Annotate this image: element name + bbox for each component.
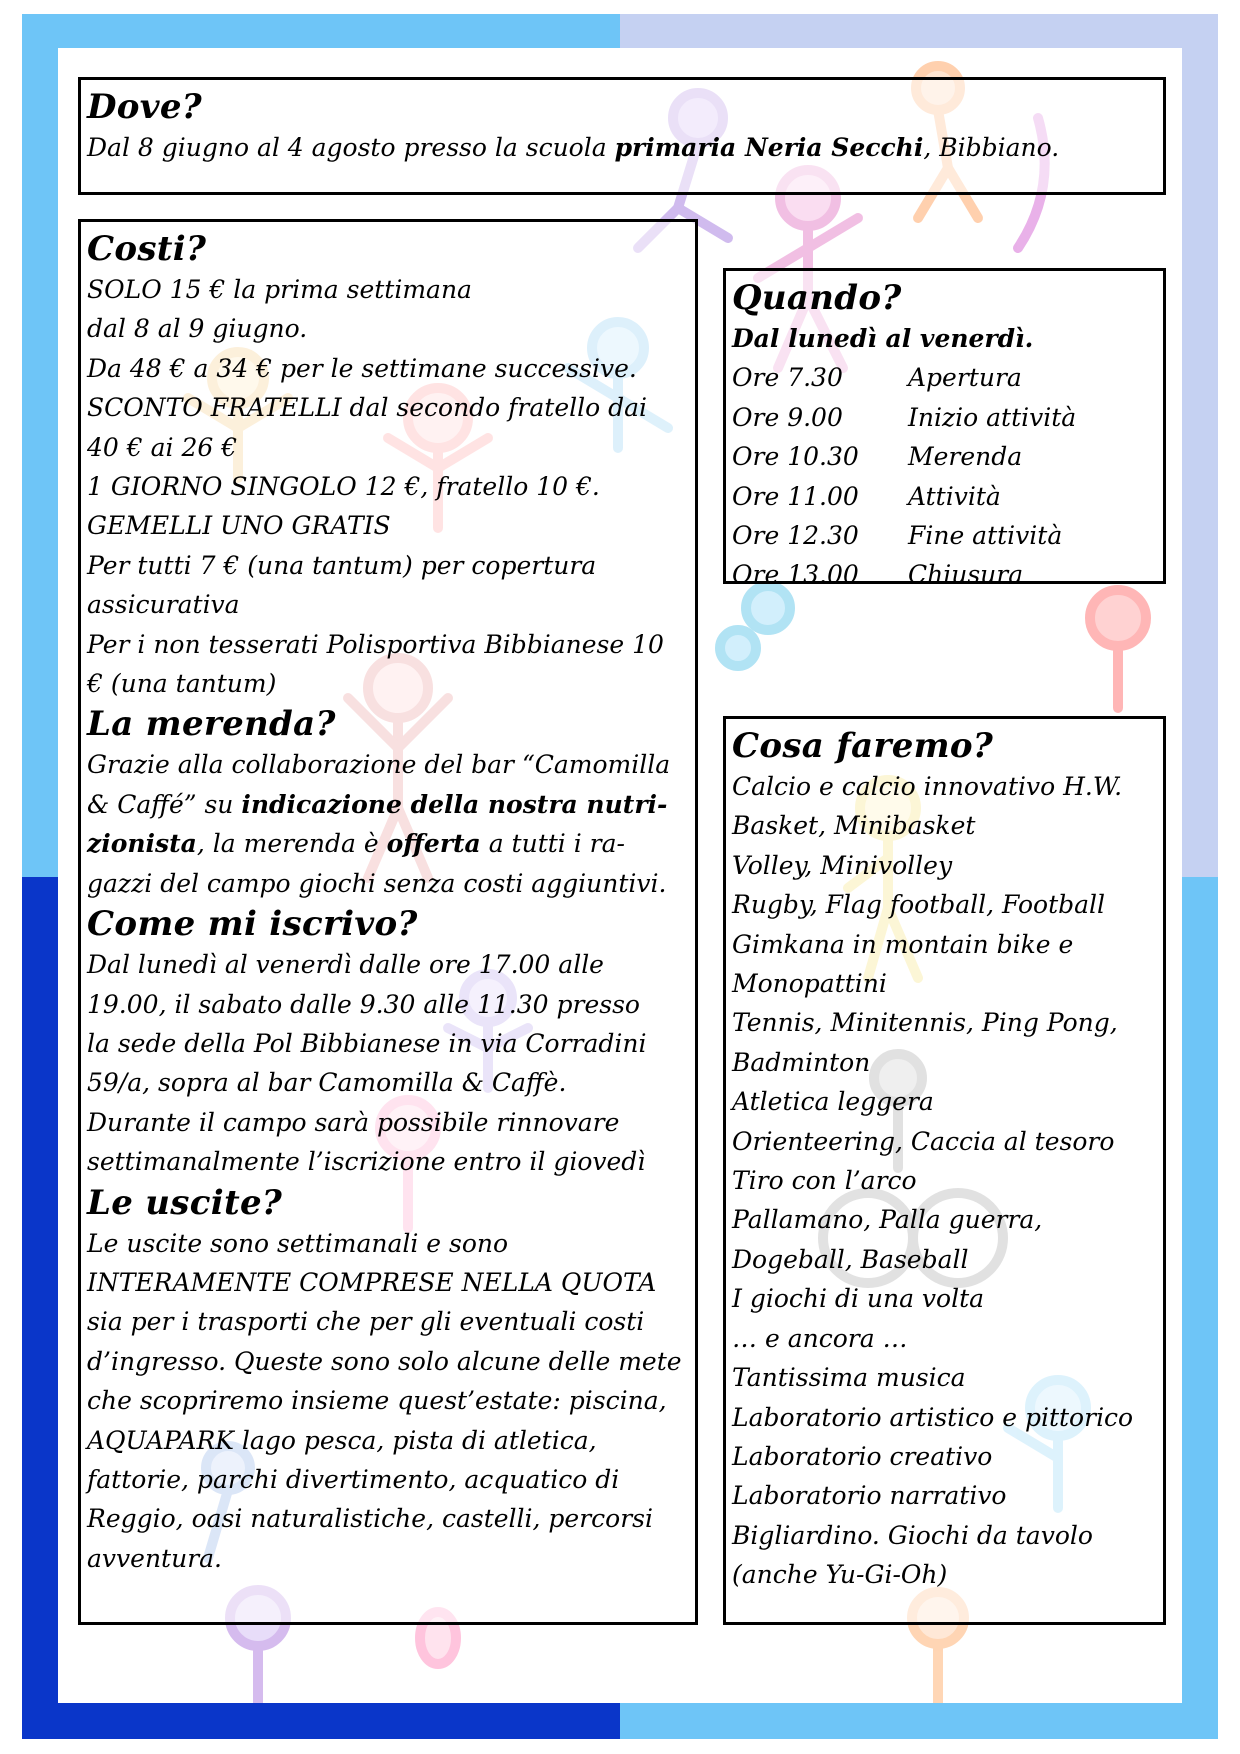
schedule-row bbox=[732, 555, 1157, 594]
uscite-line: AQUAPARK lago pesca, pista di atletica, bbox=[87, 1425, 597, 1455]
activity-item: Tennis, Minitennis, Ping Pong, bbox=[732, 1008, 1118, 1038]
activity-item: Orienteering, Caccia al tesoro bbox=[732, 1126, 1115, 1156]
activity-item: Monopattini bbox=[732, 969, 887, 999]
activity-item: (anche Yu-Gi-Oh) bbox=[732, 1560, 948, 1590]
iscrizione-line: 59/a, sopra al bar Camomilla & Caffè. bbox=[87, 1068, 567, 1098]
dove-text bbox=[87, 128, 1163, 167]
costi-line: 1 GIORNO SINGOLO 12 €, fratello 10 €. bbox=[87, 472, 600, 502]
costi-line: Da 48 € a 34 € per le settimane successive. bbox=[87, 353, 637, 383]
costi-line: 40 € ai 26 € bbox=[87, 432, 238, 462]
costi-line: SOLO 15 € la prima settimana bbox=[87, 275, 472, 304]
costi-line: dal 8 al 9 giugno. bbox=[87, 314, 308, 344]
costi-line: SCONTO FRATELLI dal secondo fratello dai bbox=[87, 393, 648, 423]
dove-text-end: , Bibbiano. bbox=[923, 133, 1060, 162]
schedule-label: Inizio attività bbox=[908, 402, 1077, 432]
quando-subtitle-end: venerdì. bbox=[919, 324, 1034, 353]
iscrizione-line: la sede della Pol Bibbianese in via Corradini bbox=[87, 1028, 647, 1058]
activity-item: Laboratorio artistico e pittorico bbox=[732, 1402, 1134, 1432]
schedule-label: Chiusura bbox=[908, 560, 1024, 590]
merenda-heading: La merenda? bbox=[87, 704, 336, 745]
activity-item: Rugby, Flag football, Football bbox=[732, 890, 1106, 920]
activity-item: Badminton bbox=[732, 1047, 871, 1077]
schedule-label: Apertura bbox=[908, 363, 1022, 393]
merenda-text-part: a tutti i ra- bbox=[480, 829, 625, 859]
iscrizione-text bbox=[87, 945, 689, 1181]
costi-section bbox=[78, 219, 698, 1625]
activity-item: Dogeball, Baseball bbox=[732, 1244, 969, 1274]
merenda-line: Grazie alla collaborazione del bar “Camomilla bbox=[87, 750, 671, 780]
uscite-line: Reggio, oasi naturalistiche, castelli, percorsi bbox=[87, 1504, 653, 1534]
merenda-bold-part: offerta bbox=[386, 829, 481, 859]
uscite-heading: Le uscite? bbox=[87, 1182, 283, 1223]
activity-item: Pallamano, Palla guerra, bbox=[732, 1205, 1043, 1235]
uscite-line: sia per i trasporti che per gli eventuali costi bbox=[87, 1307, 645, 1337]
iscrizione-line: settimanalmente l’iscrizione entro il giovedì bbox=[87, 1147, 646, 1177]
iscrizione-line: 19.00, il sabato dalle 9.30 alle 11.30 presso bbox=[87, 989, 640, 1019]
activity-item: Tantissima musica bbox=[732, 1363, 966, 1393]
quando-heading: Quando? bbox=[732, 278, 902, 318]
schedule-row bbox=[732, 516, 1157, 555]
schedule-label: Merenda bbox=[908, 442, 1023, 472]
merenda-bold-part: indicazione della nostra nutri- bbox=[241, 789, 668, 819]
merenda-text bbox=[87, 745, 689, 903]
activity-item: I giochi di una volta bbox=[732, 1284, 985, 1314]
schedule-time: Ore 12.30 bbox=[732, 521, 859, 551]
schedule-row bbox=[732, 437, 1157, 476]
activity-item: Gimkana in montain bike e bbox=[732, 929, 1074, 959]
cosa-list bbox=[732, 767, 1157, 1595]
dove-section bbox=[78, 77, 1166, 195]
dove-text-start: Dal 8 giugno al 4 agosto presso la scuola bbox=[87, 133, 615, 162]
costi-line: GEMELLI UNO GRATIS bbox=[87, 511, 391, 541]
merenda-line bbox=[87, 824, 689, 863]
cosa-heading: Cosa faremo? bbox=[732, 726, 994, 766]
costi-heading: Costi? bbox=[87, 229, 207, 269]
activity-item: Laboratorio narrativo bbox=[732, 1481, 1007, 1511]
uscite-line: Le uscite sono settimanali e sono bbox=[87, 1228, 509, 1258]
uscite-line: d’ingresso. Queste sono solo alcune delle mete bbox=[87, 1346, 682, 1376]
activity-item: Laboratorio creativo bbox=[732, 1441, 993, 1471]
activity-item: Bigliardino. Giochi da tavolo bbox=[732, 1520, 1093, 1550]
schedule-label: Attività bbox=[908, 481, 1001, 511]
quando-subtitle-start: Dal lunedì al bbox=[732, 324, 920, 353]
uscite-text bbox=[87, 1224, 689, 1579]
merenda-bold-part: zionista bbox=[87, 829, 197, 859]
schedule-time: Ore 13.00 bbox=[732, 560, 859, 590]
costi-line: € (una tantum) bbox=[87, 669, 277, 699]
merenda-text-part: , la merenda è bbox=[196, 829, 387, 859]
schedule-row bbox=[732, 477, 1157, 516]
costi-text bbox=[87, 270, 689, 703]
quando-text bbox=[732, 319, 1157, 595]
cosa-faremo-section bbox=[723, 716, 1166, 1625]
uscite-line: avventura. bbox=[87, 1543, 222, 1573]
activity-item: Basket, Minibasket bbox=[732, 811, 976, 841]
activity-item: … e ancora … bbox=[732, 1323, 908, 1353]
costi-line: Per i non tesserati Polisportiva Bibbianese 10 bbox=[87, 629, 664, 659]
schedule-time: Ore 9.00 bbox=[732, 402, 843, 432]
dove-school-name: primaria Neria Secchi bbox=[614, 133, 924, 162]
schedule-time: Ore 11.00 bbox=[732, 481, 859, 511]
activity-item: Volley, Minivolley bbox=[732, 850, 953, 880]
iscrizione-line: Durante il campo sarà possibile rinnovare bbox=[87, 1107, 620, 1137]
iscrizione-heading: Come mi iscrivo? bbox=[87, 904, 418, 945]
activity-item: Atletica leggera bbox=[732, 1087, 934, 1117]
merenda-text-part: & Caffé” su bbox=[87, 789, 242, 819]
uscite-line: fattorie, parchi divertimento, acquatico di bbox=[87, 1464, 620, 1494]
uscite-line: INTERAMENTE COMPRESE NELLA QUOTA bbox=[87, 1267, 657, 1297]
uscite-line: che scopriremo insieme quest’estate: piscina, bbox=[87, 1386, 667, 1416]
dove-heading: Dove? bbox=[87, 87, 202, 127]
activity-item: Calcio e calcio innovativo H.W. bbox=[732, 772, 1123, 801]
merenda-line bbox=[87, 785, 689, 824]
costi-line: assicurativa bbox=[87, 590, 240, 620]
merenda-line: gazzi del campo giochi senza costi aggiuntivi. bbox=[87, 868, 667, 898]
schedule-time: Ore 10.30 bbox=[732, 442, 859, 472]
quando-subtitle bbox=[732, 319, 1157, 358]
schedule-row bbox=[732, 358, 1157, 397]
iscrizione-line: Dal lunedì al venerdì dalle ore 17.00 alle bbox=[87, 950, 604, 980]
costi-line: Per tutti 7 € (una tantum) per copertura bbox=[87, 550, 597, 580]
schedule-row bbox=[732, 398, 1157, 437]
activity-item: Tiro con l’arco bbox=[732, 1166, 917, 1196]
schedule-label: Fine attività bbox=[908, 521, 1063, 551]
schedule-time: Ore 7.30 bbox=[732, 363, 843, 393]
quando-section bbox=[723, 268, 1166, 590]
